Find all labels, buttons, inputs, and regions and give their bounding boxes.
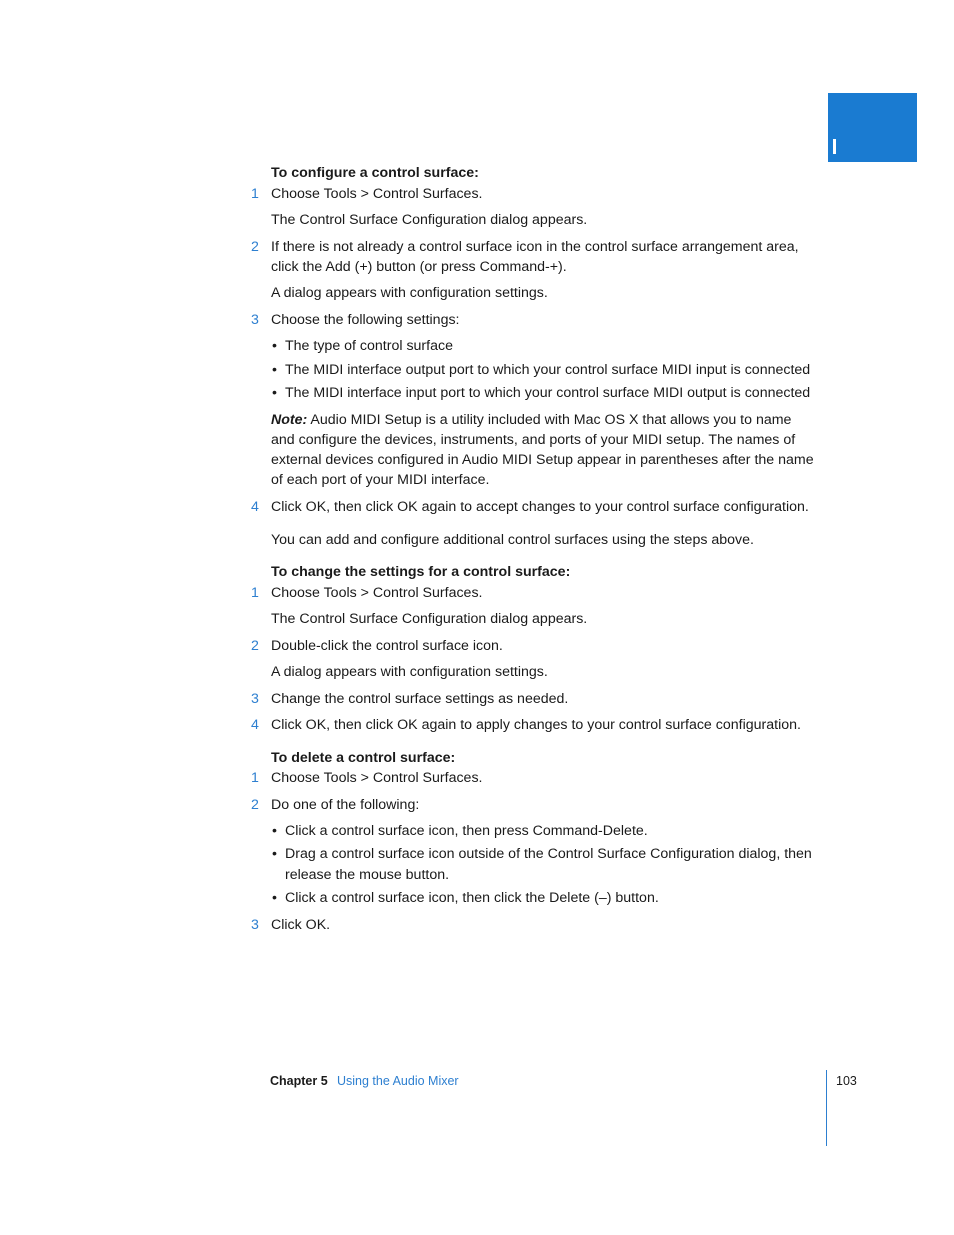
bullet-icon: • xyxy=(272,846,277,862)
section-heading-delete: To delete a control surface: xyxy=(271,750,456,766)
footer-chapter: Chapter 5 xyxy=(270,1074,328,1088)
list-item: The MIDI interface output port to which your control surface MIDI input is connected xyxy=(285,362,811,378)
step-number: 3 xyxy=(251,917,259,933)
step-text: click the Add (+) button (or press Command-+). xyxy=(271,259,567,275)
list-item: release the mouse button. xyxy=(285,867,450,883)
step-result: A dialog appears with configuration settings. xyxy=(271,664,548,680)
step-text: Click OK, then click OK again to accept changes to your control surface configuration. xyxy=(271,499,809,515)
step-text: Click OK. xyxy=(271,917,331,933)
note-text: external devices configured in Audio MIDI Setup appear in parentheses after the name xyxy=(271,452,814,468)
list-item: The type of control surface xyxy=(285,338,453,354)
step-number: 2 xyxy=(251,239,259,255)
step-text: Click OK, then click OK again to apply changes to your control surface configuration. xyxy=(271,717,801,733)
note-line xyxy=(271,410,791,430)
step-number: 1 xyxy=(251,186,259,202)
step-number: 3 xyxy=(251,691,259,707)
step-text: Do one of the following: xyxy=(271,797,420,813)
bullet-icon: • xyxy=(272,890,277,906)
footer-divider xyxy=(826,1070,827,1146)
step-text: If there is not already a control surface icon in the control surface arrangement area, xyxy=(271,239,799,255)
note-text: of each port of your MIDI interface. xyxy=(271,472,490,488)
step-number: 4 xyxy=(251,499,259,515)
bullet-icon: • xyxy=(272,362,277,378)
step-number: 1 xyxy=(251,770,259,786)
note-text: Audio MIDI Setup is a utility included with Mac OS X that allows you to name xyxy=(307,412,792,428)
step-text: Choose Tools > Control Surfaces. xyxy=(271,770,483,786)
step-number: 1 xyxy=(251,585,259,601)
step-result: The Control Surface Configuration dialog appears. xyxy=(271,212,588,228)
step-text: Choose Tools > Control Surfaces. xyxy=(271,186,483,202)
chapter-tab xyxy=(828,93,917,162)
step-number: 2 xyxy=(251,638,259,654)
note-label: Note: xyxy=(271,412,308,428)
step-text: Choose the following settings: xyxy=(271,312,460,328)
bullet-icon: • xyxy=(272,338,277,354)
list-item: Click a control surface icon, then click the Delete (–) button. xyxy=(285,890,659,906)
bullet-icon: • xyxy=(272,823,277,839)
footer-chapter-title: Using the Audio Mixer xyxy=(337,1074,459,1088)
step-number: 2 xyxy=(251,797,259,813)
bullet-icon: • xyxy=(272,385,277,401)
step-number: 3 xyxy=(251,312,259,328)
step-result: A dialog appears with configuration settings. xyxy=(271,285,548,301)
step-text: Change the control surface settings as needed. xyxy=(271,691,569,707)
note-text: and configure the devices, instruments, and ports of your MIDI setup. The names of xyxy=(271,432,796,448)
paragraph: You can add and configure additional control surfaces using the steps above. xyxy=(271,532,754,548)
page-number: 103 xyxy=(836,1074,857,1088)
chapter-tab-mark xyxy=(833,139,836,154)
step-text: Choose Tools > Control Surfaces. xyxy=(271,585,483,601)
step-number: 4 xyxy=(251,717,259,733)
list-item: The MIDI interface input port to which your control surface MIDI output is connected xyxy=(285,385,811,401)
list-item: Click a control surface icon, then press Command-Delete. xyxy=(285,823,648,839)
step-text: Double-click the control surface icon. xyxy=(271,638,503,654)
step-result: The Control Surface Configuration dialog appears. xyxy=(271,611,588,627)
list-item: Drag a control surface icon outside of the Control Surface Configuration dialog, then xyxy=(285,846,812,862)
section-heading-configure: To configure a control surface: xyxy=(271,165,479,181)
section-heading-change: To change the settings for a control surface: xyxy=(271,564,571,580)
